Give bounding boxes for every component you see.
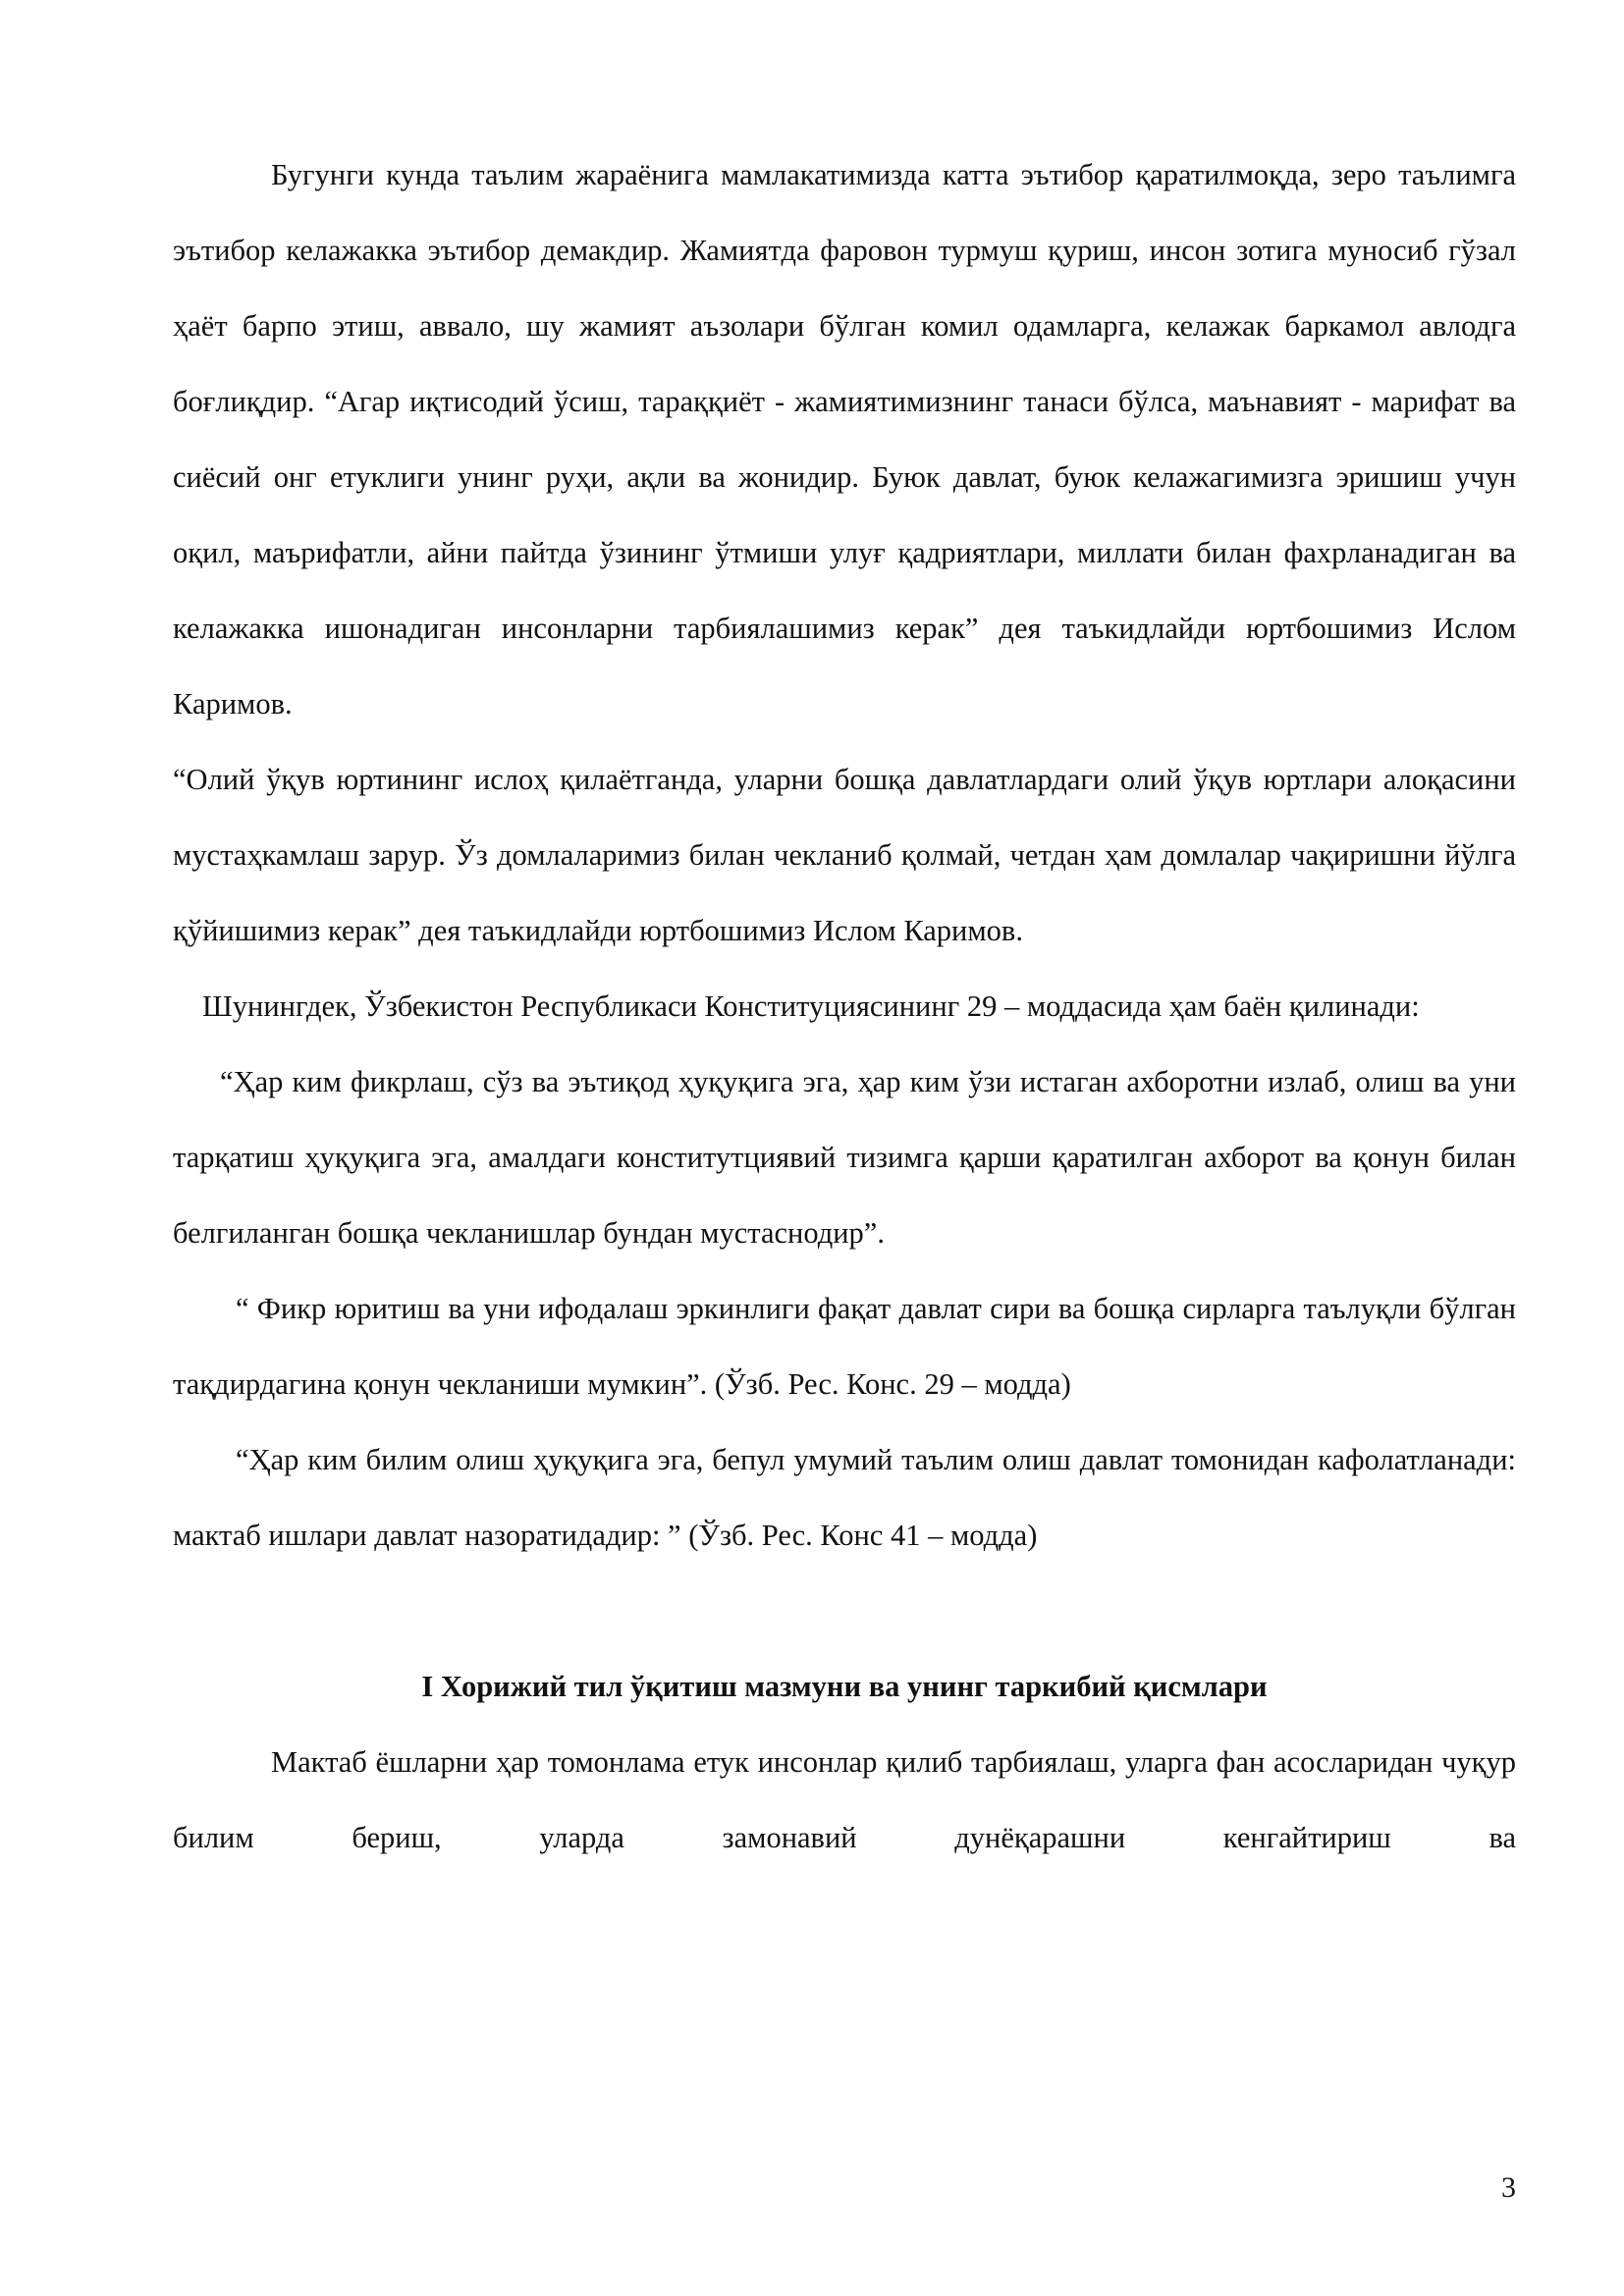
page-number: 3	[1501, 2171, 1516, 2204]
paragraph-quote-expression: “ Фикр юритиш ва уни ифодалаш эркинлиги фақат давлат сири ва бошқа сирларга таълуқли бўлган тақдирдагина қонун чекланиши мумкин”. (Ўзб. Рес. Конс. 29 – модда)	[173, 1292, 1516, 1401]
document-page	[173, 137, 1516, 1876]
paragraph-quote-freedom: “Ҳар ким фикрлаш, сўз ва эътиқод ҳуқуқига эга, ҳар ким ўзи истаган ахборотни излаб, олиш ва уни тарқатиш ҳуқуқига эга, амалдаги конститутциявий тизимга қарши қаратилган ахборот ва қонун билан белгиланган бошқа чекланишлар бундан мустаснодир”.	[173, 1065, 1516, 1250]
paragraph-constitution-intro: Шунингдек, Ўзбекистон Республикаси Конституциясининг 29 – моддасида ҳам баён қилинади:	[202, 989, 1420, 1023]
paragraph-quote-education: “Ҳар ким билим олиш ҳуқуқига эга, бепул умумий таълим олиш давлат томонидан кафолатланади: мактаб ишлари давлат назоратидадир: ” (Ўзб. Рес. Конс 41 – модда)	[173, 1443, 1516, 1552]
paragraph-intro: Бугунги кунда таълим жараёнига мамлакатимизда катта эътибор қаратилмоқда, зеро таълимга эътибор келажакка эътибор демакдир. Жамиятда фаровон турмуш қуриш, инсон зотига муносиб гўзал ҳаёт барпо этиш, аввало, шу жамият аъзолари бўлган комил одамларга, келажак баркамол авлодга боғлиқдир. “Агар иқтисодий ўсиш, тараққиёт - жамиятимизнинг танаси бўлса, маънавият - марифат ва сиёсий онг етуклиги унинг руҳи, ақли ва жонидир. Буюк давлат, буюк келажагимизга эришиш учун оқил, маърифатли, айни пайтда ўзининг ўтмиши улуғ қадриятлари, миллати билан фахрланадиган ва келажакка ишонадиган инсонларни тарбиялашимиз керак” дея таъкидлайди юртбошимиз Ислом Каримов.	[173, 158, 1516, 721]
paragraph-final: Мактаб ёшларни ҳар томонлама етук инсонлар қилиб тарбиялаш, уларга фан асосларидан чуқур билим бериш, уларда замонавий дунёқарашни кенгайтириш ва	[173, 1745, 1516, 1854]
section-heading: I Хорижий тил ўқитиш мазмуни ва унинг таркибий қисмлари	[421, 1670, 1268, 1703]
paragraph-quote-university: “Олий ўқув юртининг ислоҳ қилаётганда, уларни бошқа давлатлардаги олий ўқув юртлари алоқасини мустаҳкамлаш зарур. Ўз домлаларимиз билан чекланиб қолмай, четдан ҳам домлалар чақиришни йўлга қўйишимиз керак” дея таъкидлайди юртбошимиз Ислом Каримов.	[173, 763, 1516, 947]
